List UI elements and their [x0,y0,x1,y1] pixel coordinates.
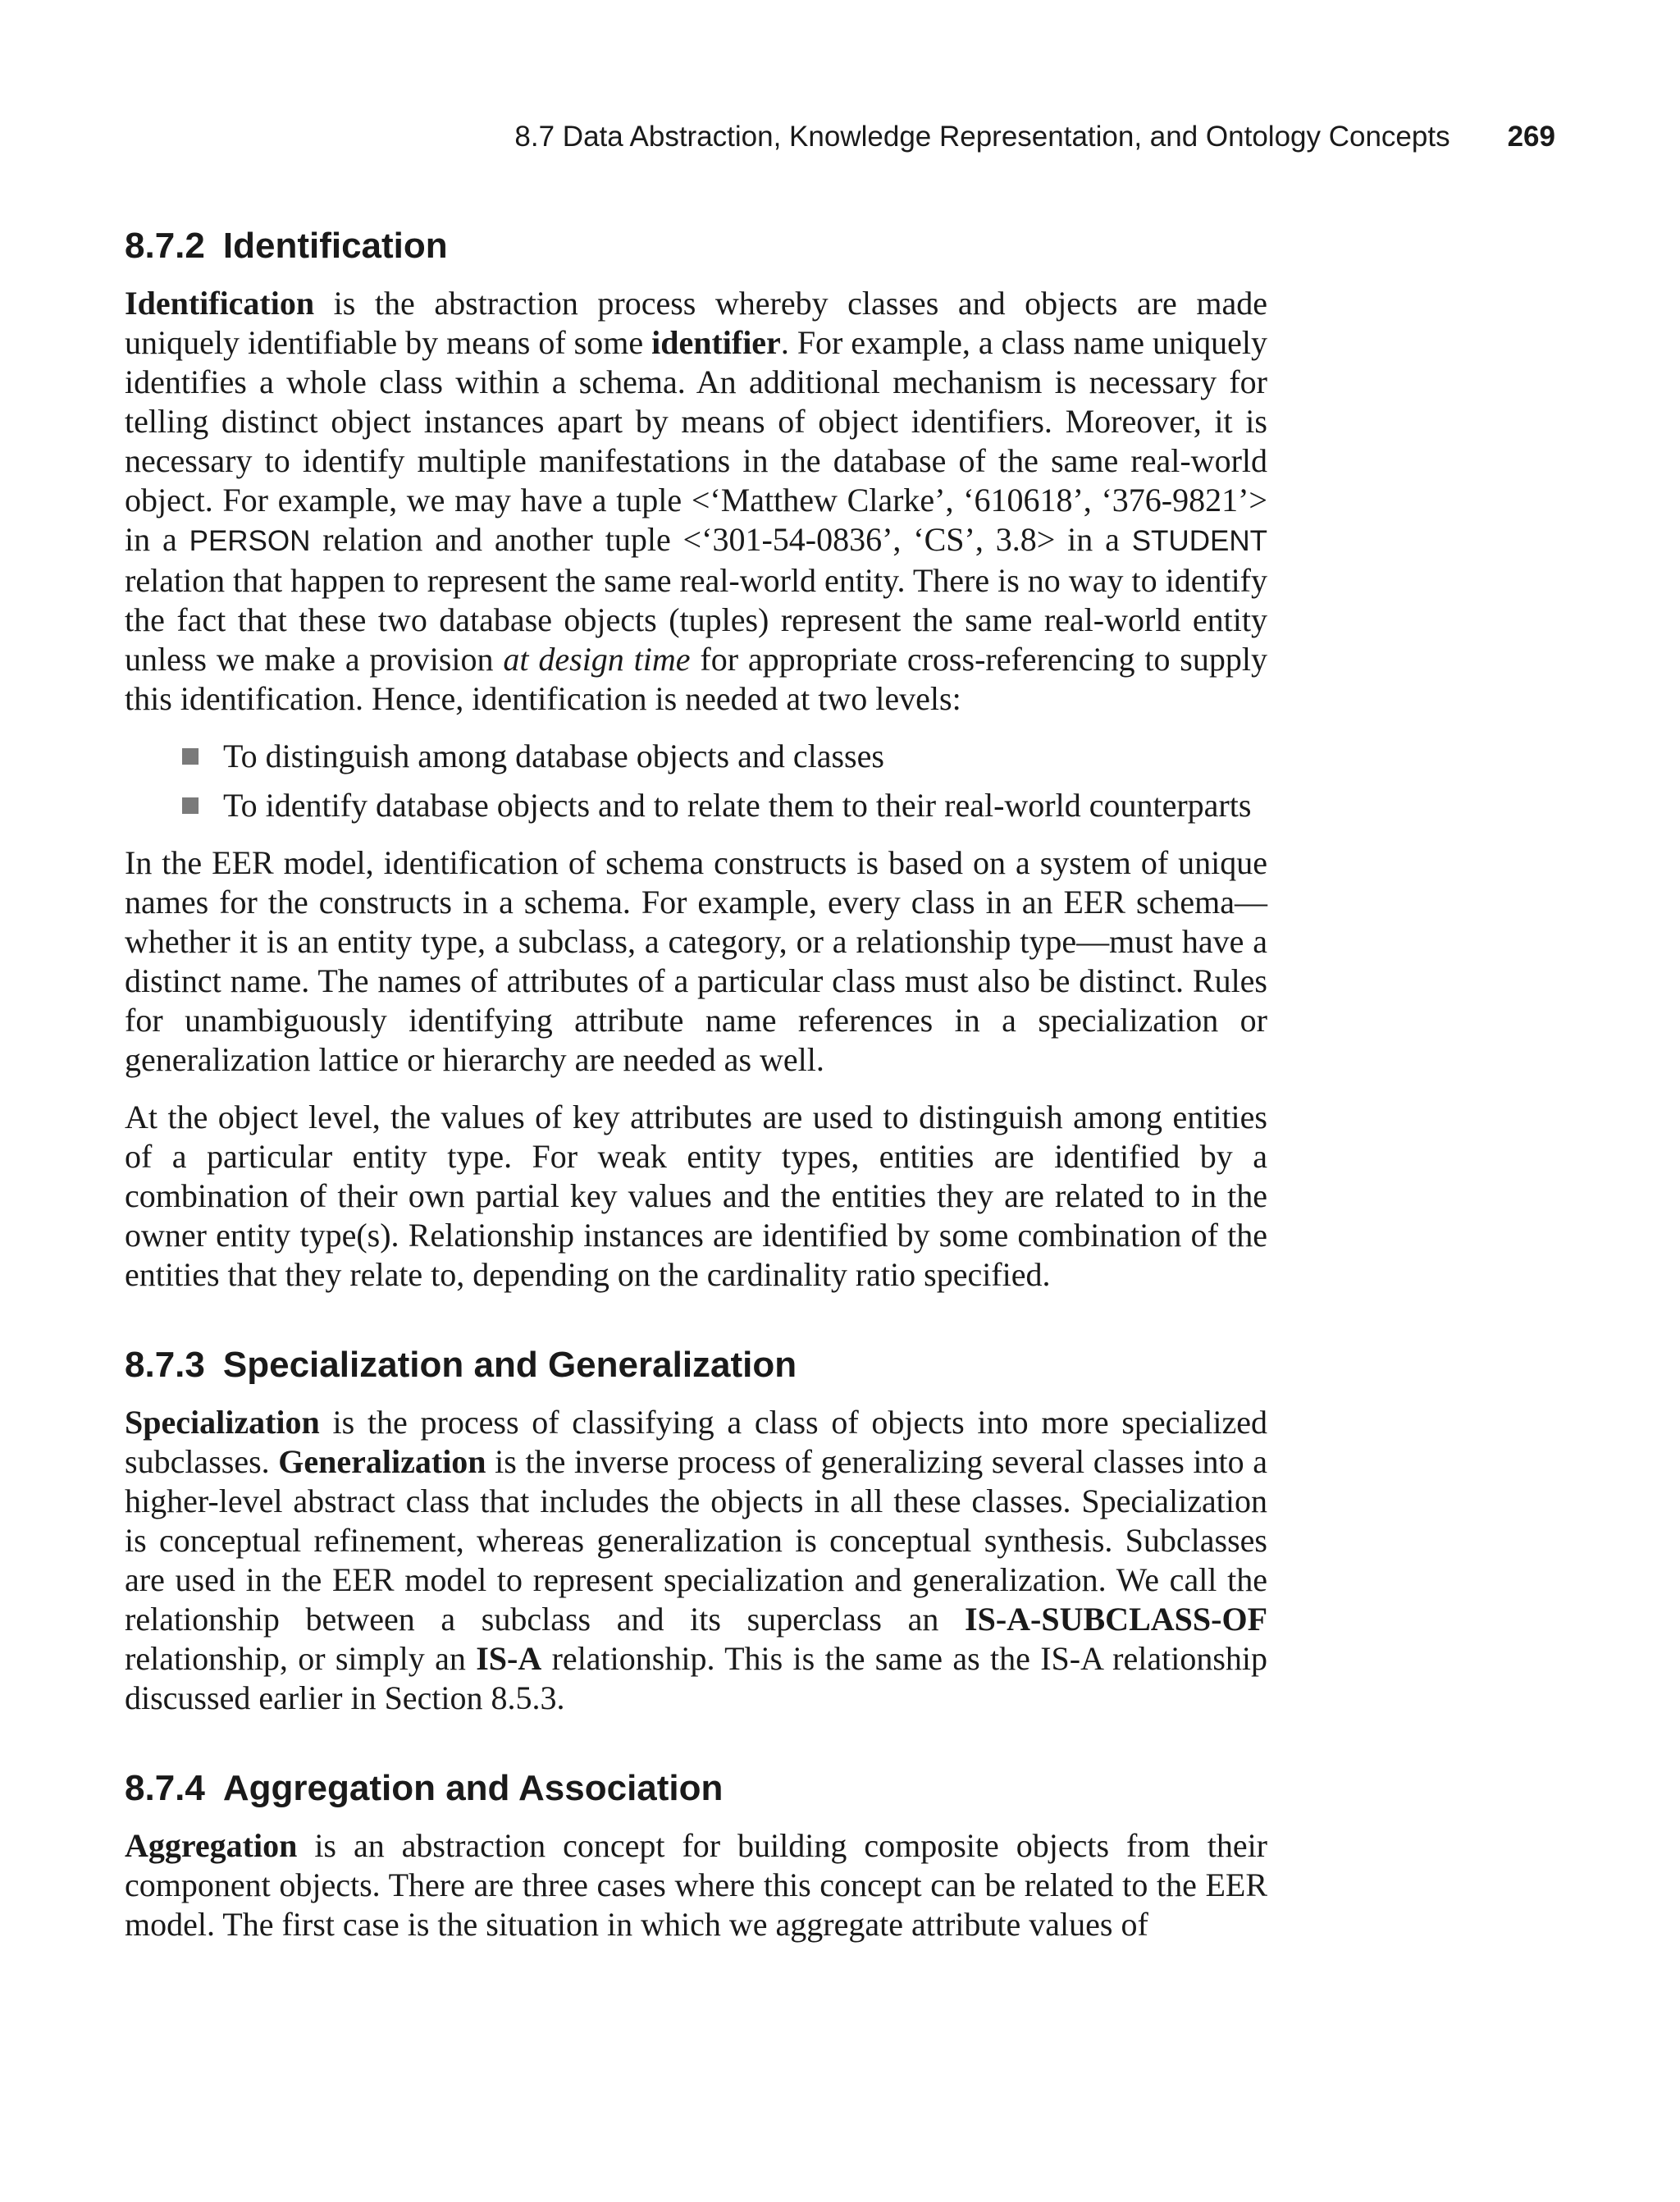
list-item [182,786,1267,825]
term-is-a-subclass-of: IS-A-SUBCLASS-OF [965,1601,1267,1638]
term-specialization: Specialization [125,1404,320,1441]
section-8-7-3 [125,1342,1267,1718]
text-run: is the process of classifying a class of objects into more specialized subclasses. [125,1404,1267,1480]
section-title: Aggregation and Association [222,1768,724,1808]
text-run: for appropriate cross-referencing to supply this identification. Hence, identification is needed at two levels: [125,641,1267,717]
bullet-list [125,737,1267,825]
paragraph-identification [125,284,1267,719]
list-item [182,737,1267,776]
paragraph-aggregation [125,1826,1267,1944]
paragraph-eer-naming: In the EER model, identification of schema constructs is based on a system of unique names for the constructs in a schema. For example, every class in an EER schema—whether it is an entity type, a subclass, a category, or a relationship type—must have a distinct name. The names of attributes of a particular class must also be distinct. Rules for unambiguously identifying attribute name references in a specialization or generalization lattice or hierarchy are needed as well. [125,844,1267,1078]
term-identifier: identifier [651,324,781,361]
term-identification: Identification [125,285,315,322]
running-head [125,116,1555,158]
text-run: relationship. This is the same as the IS-A relationship discussed earlier in Section 8.5.3. [125,1640,1267,1716]
list-item-text: To distinguish among database objects and classes [223,738,884,774]
section-8-7-2 [125,223,1267,1295]
text-run: relation and another tuple <‘301-54-0836’, ‘CS’, 3.8> in a [310,521,1132,558]
section-heading [125,223,1267,269]
relation-name-student: STUDENT [1131,525,1267,557]
term-is-a: IS-A [476,1640,542,1677]
relation-name-person: PERSON [189,525,311,557]
text-run: relationship, or simply an [125,1640,477,1677]
section-title: Specialization and Generalization [222,1345,797,1385]
section-number: 8.7.3 [125,1345,205,1385]
section-title: Identification [222,226,448,266]
paragraph-specialization [125,1403,1267,1718]
emphasis-design-time: at design time [503,641,691,678]
section-heading [125,1766,1267,1811]
list-item-text: To identify database objects and to relate them to their real-world counterparts [223,787,1252,824]
square-bullet-icon [182,797,199,814]
section-8-7-4 [125,1766,1267,1944]
running-head-title: 8.7 Data Abstraction, Knowledge Representation, and Ontology Concepts [514,121,1450,153]
paragraph-object-level: At the object level, the values of key attributes are used to distinguish among entities of a particular entity type. For weak entity types, entities are identified by a combination of their own partial key values and the entities they are related to in the owner entity type(s). Relationship instances are identified by some combination of the entities that they relate to, depending on the cardinality ratio specified. [125,1099,1267,1293]
section-number: 8.7.2 [125,226,205,266]
page-number: 269 [1507,121,1555,153]
term-generalization: Generalization [278,1443,486,1480]
text-run: . For example, a class name uniquely identifies a whole class within a schema. An additional mechanism is necessary for telling distinct object instances apart by means of object identifiers. Moreover, it is necessary to identify multiple manifestations in the database of the same real-world object. For example, we may have a tuple <‘Matthew Clarke’, ‘610618’, ‘376-9821’> in a [125,324,1267,558]
page-body [125,223,1267,1962]
text-run: relation that happen to represent the same real-world entity. There is no way to identify the fact that these two database objects (tuples) represent the same real-world entity unless we make a provision [125,562,1267,678]
text-run: is the inverse process of generalizing several classes into a higher-level abstract class that includes the objects in all these classes. Specialization is conceptual refinement, whereas generalization is conceptual synthesis. Subclasses are used in the EER model to represent specialization and generalization. We call the relationship between a subclass and its superclass an [125,1443,1268,1638]
text-run: is the abstraction process whereby classes and objects are made uniquely identifiable by means of some [125,285,1267,361]
square-bullet-icon [182,748,199,765]
section-heading [125,1342,1267,1388]
text-run: is an abstraction concept for building composite objects from their component objects. There are three cases where this concept can be related to the EER model. The first case is the situation in which we aggregate attribute values of [125,1827,1267,1943]
term-aggregation: Aggregation [125,1827,298,1864]
section-number: 8.7.4 [125,1768,205,1808]
